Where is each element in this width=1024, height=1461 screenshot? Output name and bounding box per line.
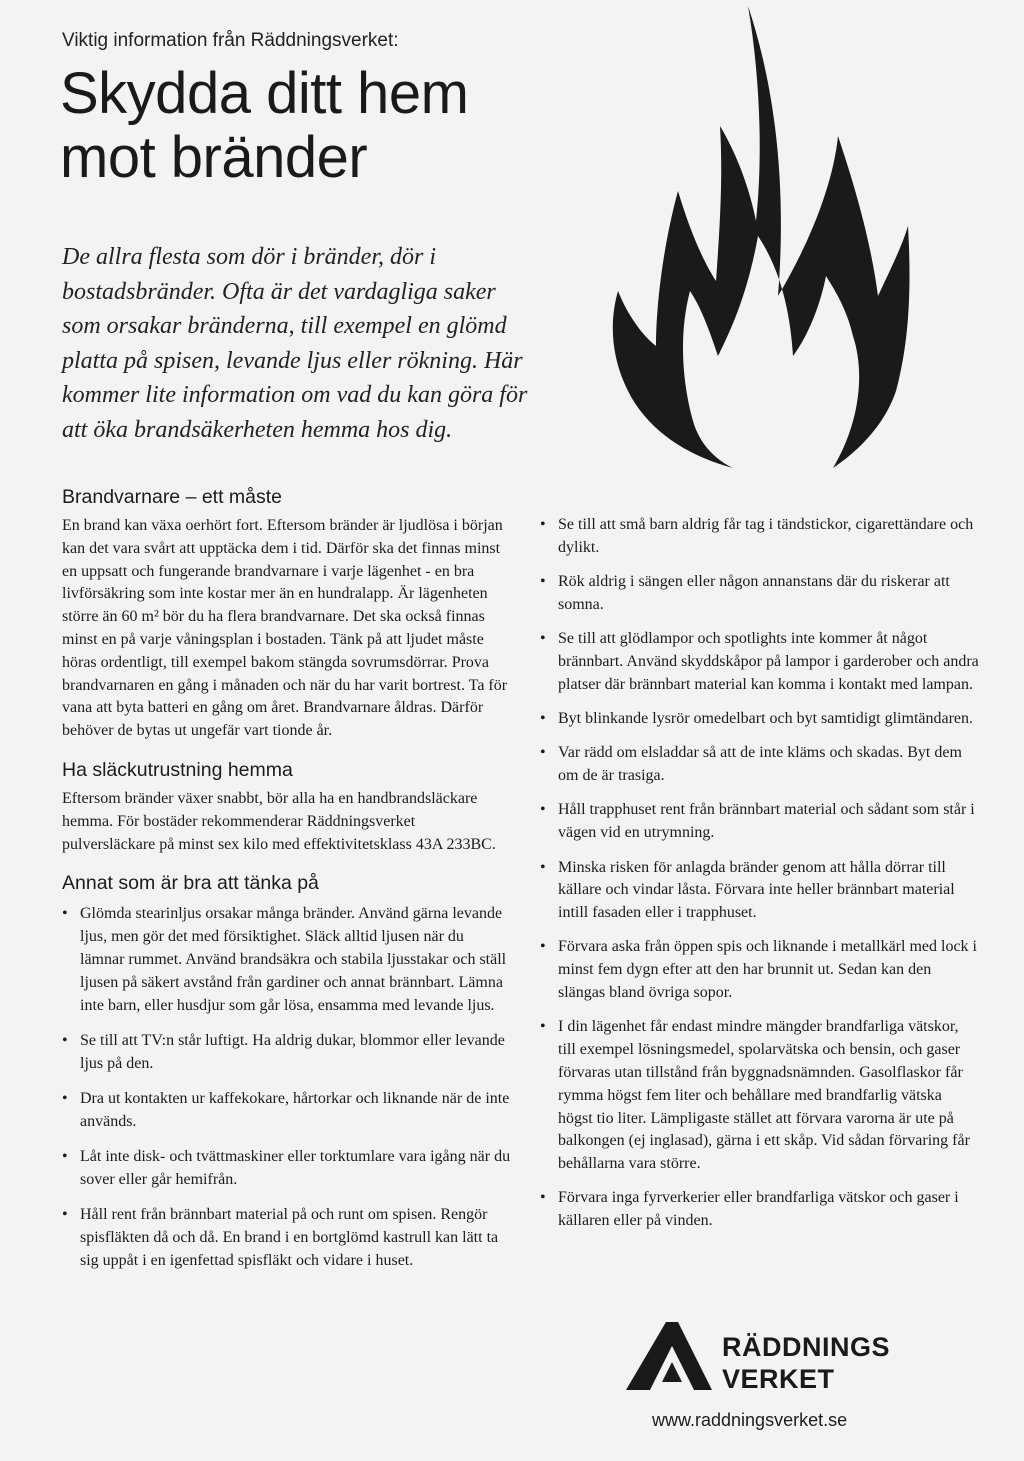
page-title: Skydda ditt hem mot bränder (60, 61, 469, 190)
list-item: • Låt inte disk- och tvättmaskiner eller torktumlare vara igång när du sover eller går hemifrån. (62, 1146, 512, 1192)
list-item: • Håll trapphuset rent från brännbart material och sådant som står i vägen vid en utrymning. (540, 799, 980, 845)
list-item: • Håll rent från brännbart material på och runt om spisen. Rengör spisfläkten då och då. En brand i en bortglömd kastrull kan lätt ta sig uppåt i en igenfettad spisfläkt och vidare i huset. (62, 1204, 512, 1272)
logo-line-2: VERKET (722, 1364, 835, 1394)
website-url[interactable]: www.raddningsverket.se (652, 1410, 848, 1430)
safety-tips-list (540, 514, 980, 1233)
raddningsverket-logo (626, 1322, 906, 1402)
list-item: • Dra ut kontakten ur kaffekokare, hårtorkar och liknande när de inte används. (62, 1088, 512, 1134)
list-item: • Glömda stearinljus orsakar många bränder. Använd gärna levande ljus, men gör det med försiktighet. Släck alltid ljusen när du lämnar rummet. Använd brandsäkra och stabila ljusstakar och ställ ljusen på säkert avstånd från gardiner och annat brännbart. Lämna inte barn, eller husdjur som går lösa, ensamma med levande ljus. (62, 903, 512, 1017)
list-item: • Var rädd om elsladdar så att de inte kläms och skadas. Byt dem om de är trasiga. (540, 742, 980, 788)
left-column (62, 486, 512, 1289)
annat-list (62, 903, 512, 1272)
section-brandvarnare (62, 486, 512, 743)
list-item: • Förvara aska från öppen spis och liknande i metallkärl med lock i minst fem dygn efter att den har brunnit ut. Sedan kan den slängas bland övriga sopor. (540, 936, 980, 1004)
list-item: • Byt blinkande lysrör omedelbart och byt samtidigt glimtändaren. (540, 708, 980, 731)
intro-text: De allra flesta som dör i bränder, dör i bostadsbränder. Ofta är det vardagliga saker som orsakar bränderna, till exempel en glömd platta på spisen, levande ljus eller rökning. Här kommer lite information om vad du kan göra för att öka brandsäkerheten hemma hos dig. (62, 244, 528, 443)
list-item: • Minska risken för anlagda bränder genom att hålla dörrar till källare och vindar låsta. Förvara inte heller brännbart material intill fasaden eller i trapphuset. (540, 857, 980, 925)
list-item: • Rök aldrig i sängen eller någon annanstans där du riskerar att somna. (540, 571, 980, 617)
raddningsverket-logo-icon (626, 1322, 712, 1390)
list-item: • Se till att TV:n står luftigt. Ha aldrig dukar, blommor eller levande ljus på den. (62, 1030, 512, 1076)
list-item: • Se till att små barn aldrig får tag i tändstickor, cigarettändare och dylikt. (540, 514, 980, 560)
right-column (540, 514, 980, 1245)
list-item: • Se till att glödlampor och spotlights inte kommer åt något brännbart. Använd skyddskåpor på lampor i garderober och andra platser där brännbart material kan komma i kontakt med lampan. (540, 628, 980, 696)
list-item: • Förvara inga fyrverkerier eller brandfarliga vätskor och gaser i källaren eller på vinden. (540, 1187, 980, 1233)
heading-slackutrustning: Ha släckutrustning hemma (62, 758, 293, 781)
flame-icon (608, 6, 913, 468)
heading-brandvarnare: Brandvarnare – ett måste (62, 486, 283, 508)
list-item: • I din lägenhet får endast mindre mängder brandfarliga vätskor, till exempel lösningsmedel, spolarvätska och bensin, och gaser förvaras utan tillstånd från byggnadsnämnden. Gasolflaskor får rymma högst fem liter och behållare med brandfarlig vätska högst tio liter. Lämpligaste stället att förvara varorna är ute på balkongen (ej inglasad), gärna i ett skåp. Vid sådan förvaring får behållarna vara större. (540, 1016, 980, 1176)
section-annat (62, 872, 512, 1272)
logo-line-1: RÄDDNINGS (722, 1332, 891, 1362)
heading-annat: Annat som är bra att tänka på (62, 872, 319, 895)
section-slackutrustning (62, 759, 512, 856)
page-kicker: Viktig information från Räddningsverket: (62, 30, 399, 51)
text-slackutrustning: Eftersom bränder växer snabbt, bör alla ha en handbrandsläckare hemma. För bostäder rekommenderar Räddningsverket pulversläckare på minst sex kilo med effektivitetsklass 43A 233BC. (62, 789, 496, 853)
text-brandvarnare: En brand kan växa oerhört fort. Eftersom bränder är ljudlösa i början kan det vara svårt att upptäcka dem i tid. Därför ska det finnas minst en uppsatt och fungerande brandvarnare i varje lägenhet - en bra livförsäkring som inte kostar mer än en hundralapp. Är lägenheten större än 60 m² bör du ha flera brandvarnare. Det ska också finnas minst en på varje våningsplan i bostaden. Tänk på att ljudet måste höras ordentligt, till exempel bakom stängda sovrumsdörrar. Prova brandvarnaren en gång i månaden och när du har varit bortrest. Ta för vana att byta batteri en gång om året. Brandvarnare åldras. Därför behöver de bytas ut ungefär vart tionde år. (62, 517, 508, 740)
